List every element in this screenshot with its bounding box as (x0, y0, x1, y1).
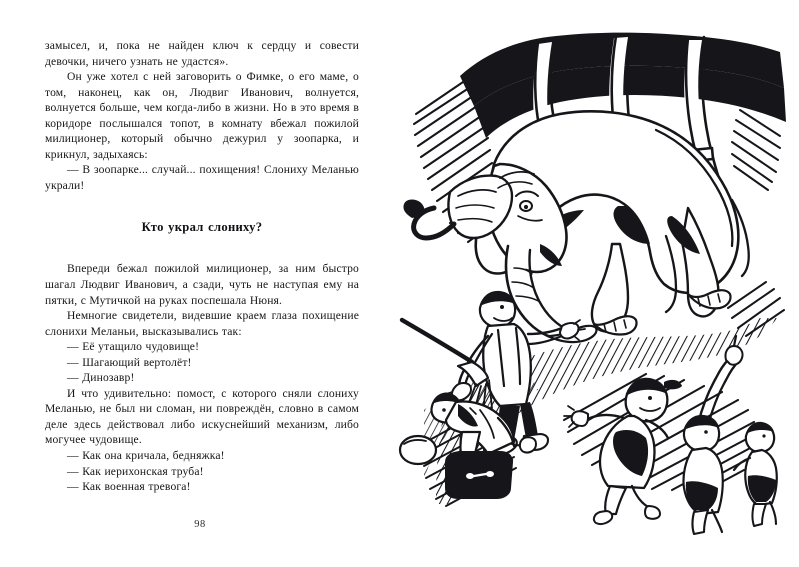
paragraph-dialog-helicopter: — Шагающий вертолёт! (67, 355, 192, 369)
illustration-artwork (388, 18, 794, 538)
dropped-hat (400, 436, 436, 464)
paragraph-witnesses: Немногие свидетели, видевшие краем глаза похищение слонихи Меланьи, высказывались так: (45, 309, 359, 338)
paragraph-dialog-screamed: — Как она кричала, бедняжка! (67, 449, 225, 463)
paragraph-dialog-dinosaur: — Динозавр! (67, 371, 135, 385)
paragraph-dialog-alarm: — Как военная тревога! (67, 480, 191, 494)
paragraph-platform-intact: И что удивительно: помост, с которого сняли слониху Меланью, не был ни сломан, ни повреждён, словно в самом деле здесь действовал либо искуснейший механизм, либо могучее чудовище. (45, 386, 359, 447)
chapter-heading: Кто украл слониху? (141, 220, 263, 235)
hatching-upper-right (732, 110, 780, 190)
page-number: 98 (194, 519, 206, 530)
paragraph-ludwig-wants-to-talk: Он уже хотел с ней заговорить о Фимке, о его маме, о том, наконец, как он, Людвиг Иванович, волнуется, волнуется больше, чем когда-либо в жизни. Но в это время в коридоре послышался топот, в комнату вбежал пожилой милиционер, который обычно дежурил у зоопарка, и крикнул, задыхаясь: (45, 70, 359, 161)
paragraph-dialog-trumpet: — Как иерихонская труба! (67, 464, 204, 478)
paragraph-running-order: Впереди бежал пожилой милиционер, за ним быстро шагал Людвиг Иванович, а сзади, чуть не наступая ему на пятки, с Мутичкой на руках поспешала Нюня. (45, 262, 359, 307)
small-child (734, 422, 777, 526)
text-column (45, 38, 359, 495)
heading-space-below (45, 235, 359, 261)
paragraph-continued-top: замысел, и, пока не найден ключ к сердцу и совести девочки, ничего узнать не удастся». (45, 39, 359, 68)
child-pointing-up (683, 336, 742, 534)
heading-space-above (45, 193, 359, 220)
paragraph-dialog-zoo-theft: — В зоопарке... случай... похищения! Слониху Меланью украли! (45, 163, 359, 192)
illustration (388, 18, 794, 538)
paragraph-dialog-monster: — Её утащило чудовище! (67, 340, 200, 354)
